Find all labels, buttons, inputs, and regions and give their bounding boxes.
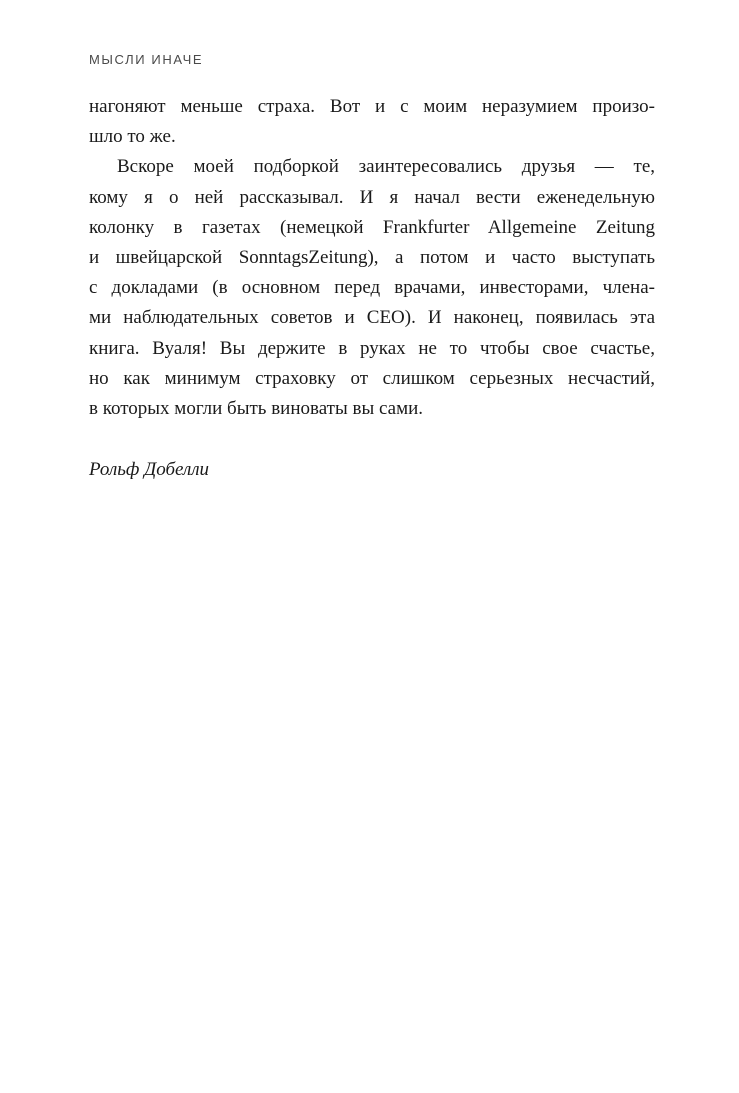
author-signature: Рольф Добелли bbox=[89, 459, 210, 480]
body-text bbox=[89, 92, 655, 424]
text-line: и швейцарской SonntagsZeitung), а потом и часто выступать bbox=[89, 246, 655, 268]
text-line: нагоняют меньше страха. Вот и с моим неразумием произо- bbox=[89, 96, 655, 117]
text-line: колонку в газетах (немецкой Frankfurter Allgemeine Zeitung bbox=[89, 216, 655, 238]
text-line: с докладами (в основном перед врачами, инвесторами, члена- bbox=[89, 277, 655, 299]
text-line: Вскоре моей подборкой заинтересовались друзья — те, bbox=[117, 156, 655, 178]
text-line: книга. Вуаля! Вы держите в руках не то чтобы свое счастье, bbox=[89, 337, 655, 359]
text-line: кому я о ней рассказывал. И я начал вести еженедельную bbox=[89, 186, 655, 208]
paragraph bbox=[89, 92, 655, 152]
text-line: но как минимум страховку от слишком серьезных несчастий, bbox=[89, 367, 655, 389]
running-head-title: МЫСЛИ ИНАЧЕ bbox=[89, 52, 204, 67]
text-line: шло то же. bbox=[89, 126, 176, 148]
text-line: ми наблюдательных советов и CEO). И наконец, появилась эта bbox=[89, 307, 655, 329]
text-line: в которых могли быть виноваты вы сами. bbox=[89, 397, 424, 419]
paragraph bbox=[89, 152, 655, 424]
